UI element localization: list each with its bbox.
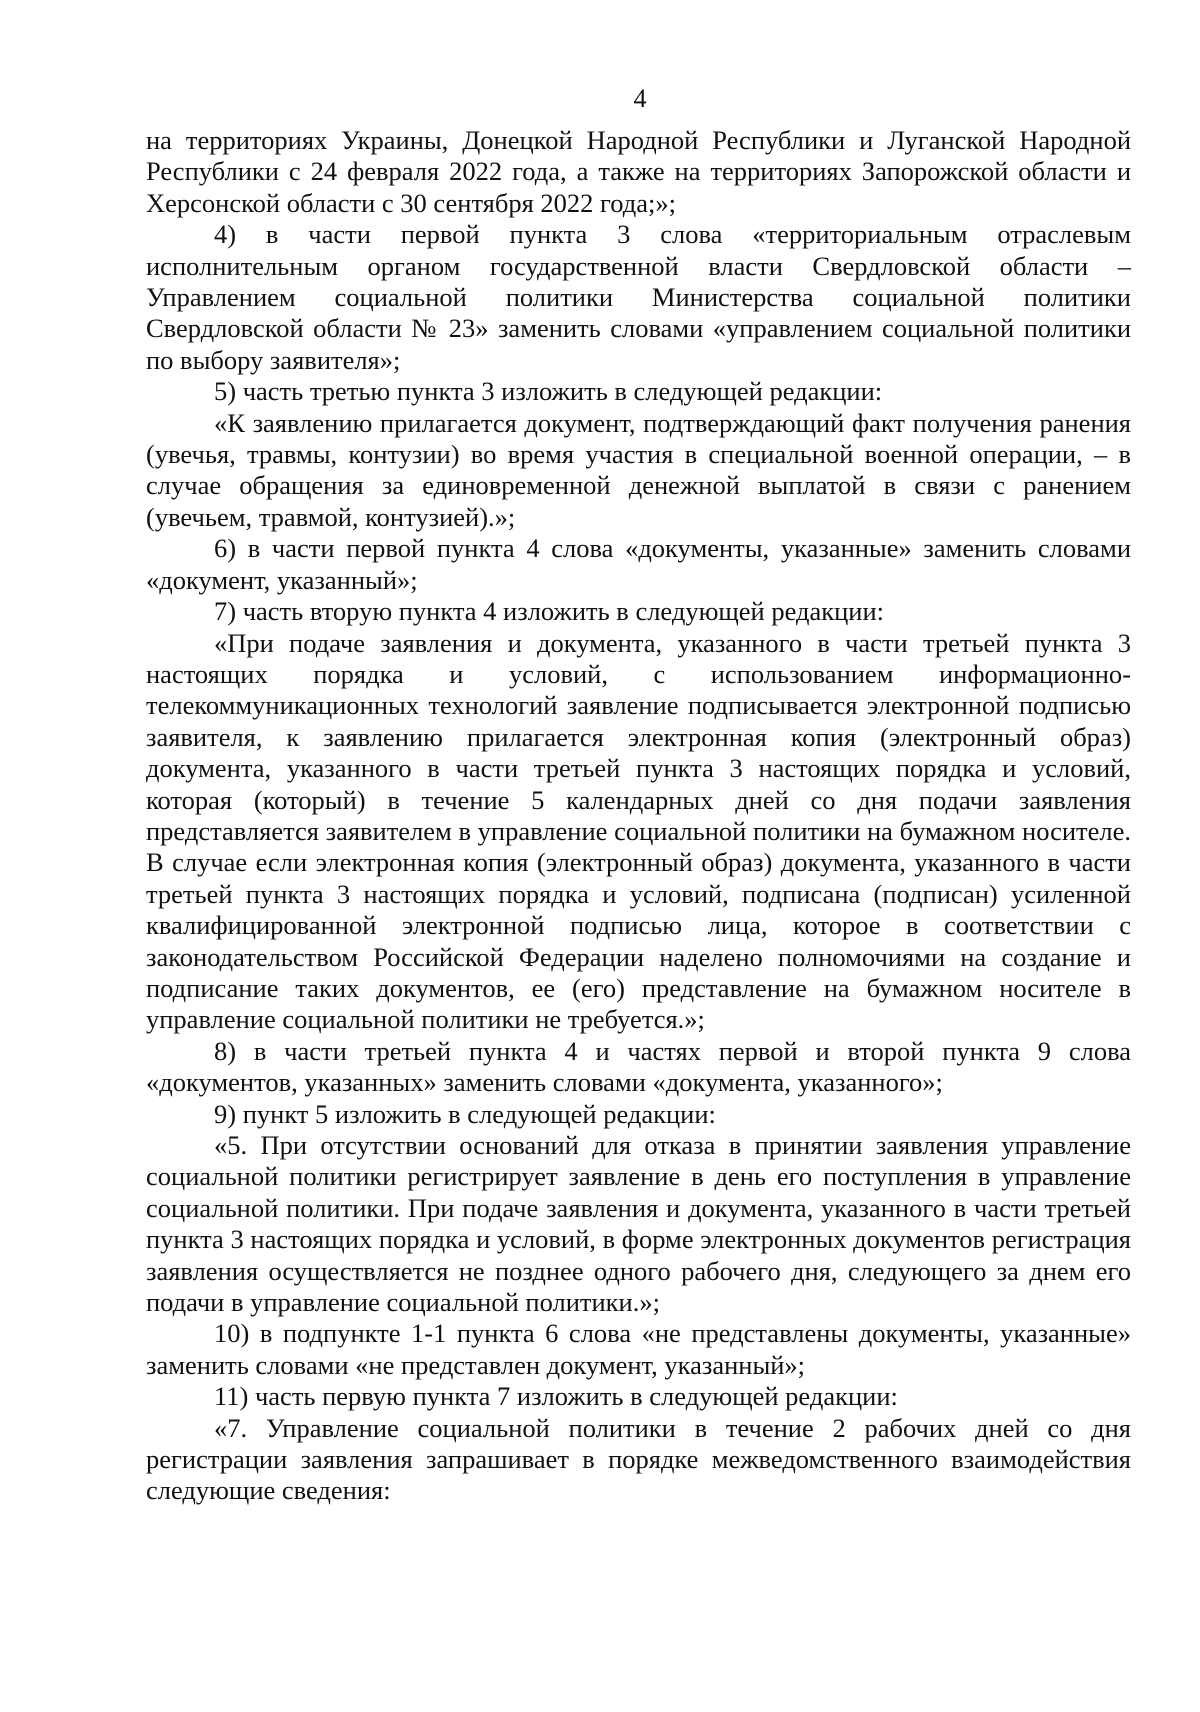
paragraph-item-8: 8) в части третьей пункта 4 и частях первой и второй пункта 9 слова «документов, указанных» заменить словами «документа, указанного»; [146,1035,1131,1098]
document-body [146,125,1131,1507]
paragraph-item-10: 10) в подпункте 1-1 пункта 6 слова «не представлены документы, указанные» заменить словами «не представлен документ, указанный»; [146,1318,1131,1380]
paragraph-item-5-quote: «К заявлению прилагается документ, подтверждающий факт получения ранения (увечья, травмы, контузии) во время участия в специальной военной операции, – в случае обращения за единовременной денежной выплатой в связи с ранением (увечьем, травмой, контузией).»; [146,407,1131,532]
paragraph-item-9-quote: «5. При отсутствии оснований для отказа в принятии заявления управление социальной политики регистрирует заявление в день его поступления в управление социальной политики. При подаче заявления и документа, указанного в части третьей пункта 3 настоящих порядка и условий, в форме электронных документов регистрация заявления осуществляется не позднее одного рабочего дня, следующего за днем его подачи в управление социальной политики.»; [146,1130,1131,1318]
paragraph-item-11: 11) часть первую пункта 7 изложить в следующей редакции: [214,1381,898,1412]
paragraph-item-9: 9) пункт 5 изложить в следующей редакции: [214,1098,716,1129]
paragraph-continuation: на территориях Украины, Донецкой Народной Республики и Луганской Народной Республики с 24 февраля 2022 года, а также на территориях Запорожской области и Херсонской области с 30 сентября 2022 года;»; [146,125,1131,218]
paragraph-item-4: 4) в части первой пункта 3 слова «территориальным отраслевым исполнительным органом государственной власти Свердловской области – Управлением социальной политики Министерства социальной политики Свердловской области № 23» заменить словами «управлением социальной политики по выбору заявителя»; [146,219,1131,375]
paragraph-item-11-quote: «7. Управление социальной политики в течение 2 рабочих дней со дня регистрации заявления запрашивает в порядке межведомственного взаимодействия следующие сведения: [146,1412,1131,1506]
paragraph-item-7: 7) часть вторую пункта 4 изложить в следующей редакции: [214,596,885,627]
page-number: 4 [633,84,647,113]
paragraph-item-6: 6) в части первой пункта 4 слова «документы, указанные» заменить словами «документ, указанный»; [146,533,1131,595]
paragraph-item-7-quote: «При подаче заявления и документа, указанного в части третьей пункта 3 настоящих порядка и условий, с использованием информационно-телекоммуникационных технологий заявление подписывается электронной подписью заявителя, к заявлению прилагается электронная копия (электронный образ) документа, указанного в части третьей пункта 3 настоящих порядка и условий, которая (который) в течение 5 календарных дней со дня подачи заявления представляется заявителем в управление социальной политики на бумажном носителе. В случае если электронная копия (электронный образ) документа, указанного в части третьей пункта 3 настоящих порядка и условий, подписана (подписан) усиленной квалифицированной электронной подписью лица, которое в соответствии с законодательством Российской Федерации наделено полномочиями на создание и подписание таких документов, ее (его) представление на бумажном носителе в управление социальной политики не требуется.»; [146,627,1131,1035]
paragraph-item-5: 5) часть третью пункта 3 изложить в следующей редакции: [214,376,883,407]
